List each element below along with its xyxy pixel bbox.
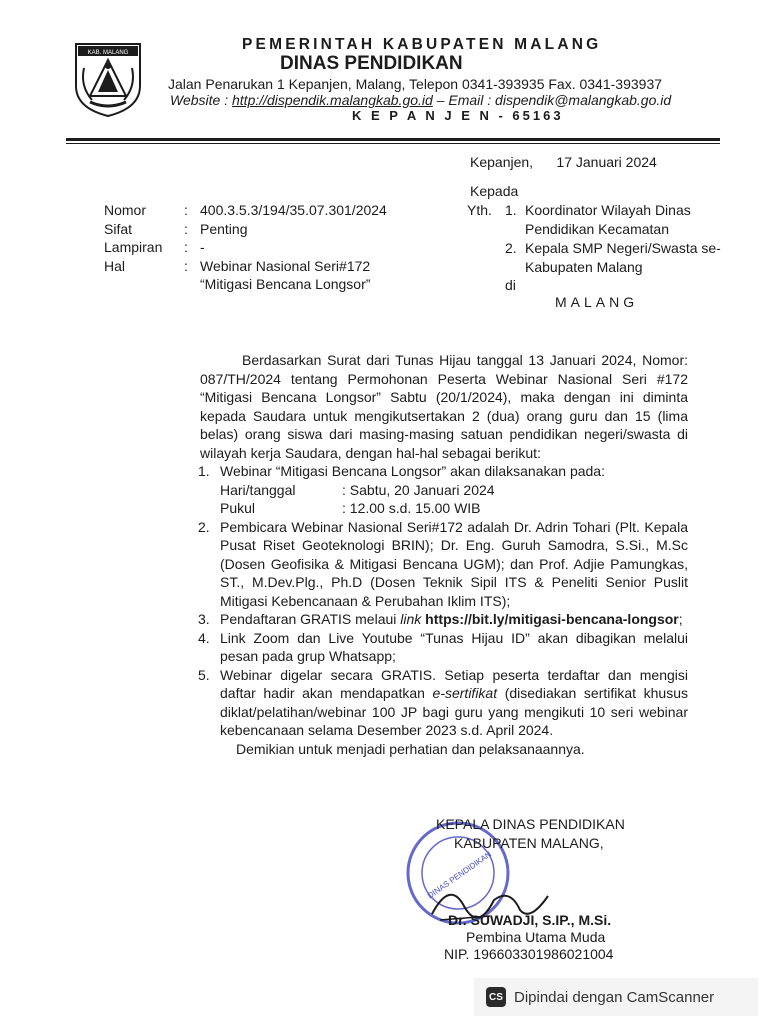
schedule-label: Pukul	[220, 500, 256, 516]
meta-value: Webinar Nasional Seri#172 “Mitigasi Bencana Longsor”	[200, 257, 371, 292]
website-label: Website :	[170, 92, 232, 108]
meta-colon: :	[184, 220, 188, 237]
certificate-term: e-sertifikat	[432, 685, 498, 701]
letter-body	[200, 351, 688, 758]
schedule-value: : 12.00 s.d. 15.00 WIB	[342, 500, 481, 516]
signatory-nip: NIP. 196603301986021004	[444, 946, 614, 962]
list-item-text: Pendaftaran GRATIS melaui	[220, 611, 401, 627]
schedule-label: Hari/tanggal	[220, 481, 296, 498]
signature-title-line2: KABUPATEN MALANG,	[454, 835, 604, 851]
list-item	[198, 666, 688, 740]
meta-value: 400.3.5.3/194/35.07.301/2024	[200, 202, 387, 218]
meta-label: Hal	[104, 257, 126, 274]
letter-date-value: 17 Januari 2024	[556, 154, 657, 170]
meta-value: Penting	[200, 220, 248, 237]
registration-link[interactable]: https://bit.ly/mitigasi-bencana-longsor	[421, 611, 679, 627]
recipient-city: MALANG	[555, 294, 639, 310]
schedule-row	[220, 499, 688, 518]
meta-row	[104, 257, 430, 294]
letter-meta	[104, 201, 430, 294]
letterhead-address: Jalan Penarukan 1 Kepanjen, Malang, Telepon 0341-393935 Fax. 0341-393937	[168, 76, 663, 92]
schedule-row	[220, 481, 688, 500]
signature-title	[436, 815, 625, 853]
numbered-list	[200, 462, 688, 740]
letter-date	[470, 154, 657, 170]
recipient-text: Kepala SMP Negeri/Swasta se- Kabupaten Malang	[525, 240, 721, 275]
recipient-text: Koordinator Wilayah Dinas Pendidikan Kecamatan	[525, 202, 691, 237]
link-word: link	[400, 611, 422, 627]
camscanner-text: Dipindai dengan CamScanner	[514, 988, 715, 1006]
yth-label: Yth.	[467, 202, 492, 218]
intro-paragraph: Berdasarkan Surat dari Tunas Hijau tanggal 13 Januari 2024, Nomor: 087/TH/2024 tentang Permohonan Peserta Webinar Nasional Seri #172 “Mitigasi Bencana Longsor” Sabtu (20/1/2024), maka dengan ini diminta kepada Saudara untuk mengikutsertakan 2 (dua) orang guru dan 15 (lima belas) orang siswa dari masing-masing satuan pendidikan negeri/swasta di wilayah kerja Saudara, dengan hal-hal sebagai berikut:	[200, 352, 688, 461]
list-item-number: 3.	[198, 611, 210, 627]
letter-place: Kepanjen,	[470, 154, 534, 170]
recipient-row	[467, 201, 727, 239]
svg-text:DINAS PENDIDIKAN: DINAS PENDIDIKAN	[425, 849, 493, 901]
list-item	[198, 629, 688, 666]
list-item-number: 5.	[198, 666, 210, 683]
letterhead-contacts	[170, 92, 671, 108]
letterhead-city-postal: K E P A N J E N - 65163	[352, 108, 564, 123]
recipient-num: 1.	[505, 202, 517, 218]
letterhead-agency: DINAS PENDIDIKAN	[280, 53, 463, 74]
list-item	[198, 610, 688, 629]
letterhead-rule-thin	[66, 143, 720, 144]
signatory-name: Dr. SUWADJI, S.IP., M.Si.	[448, 912, 612, 928]
meta-value: -	[200, 239, 205, 255]
schedule-value: : Sabtu, 20 Januari 2024	[342, 481, 495, 498]
camscanner-watermark	[474, 978, 758, 1016]
meta-label: Nomor	[104, 202, 147, 218]
list-item-text: Webinar “Mitigasi Bencana Longsor” akan dilaksanakan pada:	[220, 463, 605, 479]
camscanner-icon: CS	[486, 987, 506, 1007]
list-item-text: Webinar digelar secara GRATIS. Setiap peserta terdaftar dan mengisi daftar hadir akan mendapatkan	[220, 666, 688, 701]
di-label: di	[505, 277, 516, 293]
kepada-label: Kepada	[470, 183, 519, 199]
email-text: – Email : dispendik@malangkab.go.id	[432, 92, 672, 108]
list-item-number: 2.	[198, 518, 210, 535]
coat-of-arms-logo	[68, 38, 148, 118]
website-link[interactable]: http://dispendik.malangkab.go.id	[232, 92, 433, 108]
svg-text:KAB. MALANG: KAB. MALANG	[87, 50, 129, 56]
letterhead-rule-thick	[66, 138, 720, 141]
list-item-suffix: ;	[678, 611, 683, 627]
recipient-row	[467, 239, 727, 277]
list-item	[198, 518, 688, 611]
signatory-rank: Pembina Utama Muda	[466, 929, 606, 945]
meta-label: Lampiran	[104, 239, 163, 255]
meta-row	[104, 201, 430, 220]
list-item	[198, 462, 688, 518]
signature-title-line1: KEPALA DINAS PENDIDIKAN	[436, 816, 625, 832]
list-item-text: Link Zoom dan Live Youtube “Tunas Hijau ID” akan dibagikan melalui pesan pada grup Whatsapp;	[220, 629, 688, 664]
meta-label: Sifat	[104, 220, 133, 237]
meta-colon: :	[184, 239, 188, 255]
recipient-list	[467, 201, 727, 277]
meta-row	[104, 220, 430, 239]
meta-row	[104, 238, 430, 257]
recipient-num: 2.	[505, 240, 517, 256]
meta-colon: :	[184, 257, 188, 274]
list-item-text: Pembicara Webinar Nasional Seri#172 adalah Dr. Adrin Tohari (Plt. Kepala Pusat Riset Geoteknologi BRIN); Dr. Eng. Guruh Samodra, S.Si., M.Sc (Dosen Geofisika & Mitigasi Bencana UGM); dan Prof. Adjie Pamungkas, ST., M.Dev.Plg., Ph.D (Dosen Teknik Sipil ITS & Peneliti Senior Puslit Mitigasi Kebencanaan & Perubahan Iklim ITS);	[220, 518, 688, 609]
letterhead-government: PEMERINTAH KABUPATEN MALANG	[242, 36, 602, 53]
list-item-number: 1.	[198, 463, 210, 479]
list-item-suffix: (disediakan sertifikat khusus diklat/pelatihan/webinar 100 JP bagi guru yang mengikuti 10 seri webinar kebencanaan selama Desember 2023 s.d. April 2024.	[220, 685, 688, 738]
closing-paragraph: Demikian untuk menjadi perhatian dan pelaksanaannya.	[236, 740, 585, 757]
meta-colon: :	[184, 202, 188, 218]
list-item-number: 4.	[198, 629, 210, 646]
